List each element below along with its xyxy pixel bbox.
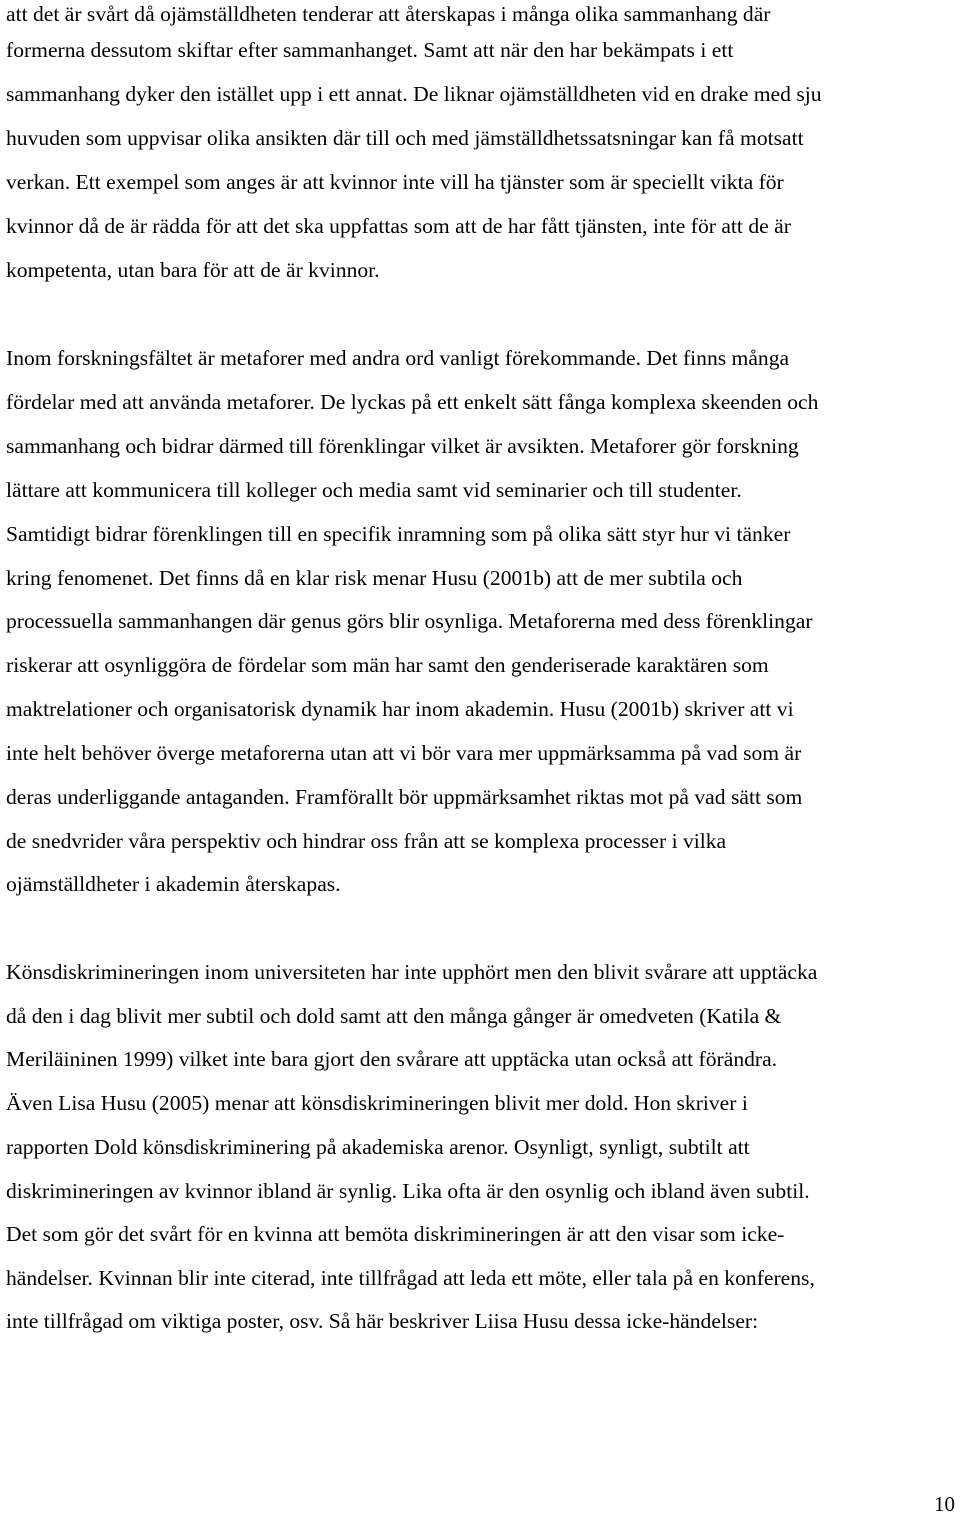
text-line: lättare att kommunicera till kolleger och media samt vid seminarier och till studenter. bbox=[6, 478, 742, 502]
text-line: inte helt behöver överge metaforerna utan att vi bör vara mer uppmärksamma på vad som är bbox=[6, 741, 802, 765]
text-line: maktrelationer och organisatorisk dynamik har inom akademin. Husu (2001b) skriver att vi bbox=[6, 697, 794, 721]
text-line: verkan. Ett exempel som anges är att kvinnor inte vill ha tjänster som är speciellt vikta för bbox=[6, 170, 784, 194]
text-line: Könsdiskrimineringen inom universiteten har inte upphört men den blivit svårare att upptäcka bbox=[6, 960, 818, 984]
text-line: formerna dessutom skiftar efter sammanhanget. Samt att när den har bekämpats i ett bbox=[6, 38, 734, 62]
text-line: diskrimineringen av kvinnor ibland är synlig. Lika ofta är den osynlig och ibland även subtil. bbox=[6, 1179, 810, 1203]
text-line: kring fenomenet. Det finns då en klar risk menar Husu (2001b) att de mer subtila och bbox=[6, 566, 743, 590]
text-line: inte tillfrågad om viktiga poster, osv. Så här beskriver Liisa Husu dessa icke-händelser: bbox=[6, 1309, 759, 1333]
text-line: sammanhang och bidrar därmed till förenklingar vilket är avsikten. Metaforer gör forskning bbox=[6, 434, 799, 458]
text-line: sammanhang dyker den istället upp i ett annat. De liknar ojämställdheten vid en drake med sju bbox=[6, 82, 822, 106]
text-line: att det är svårt då ojämställdheten tenderar att återskapas i många olika sammanhang där bbox=[6, 2, 771, 26]
text-line: deras underliggande antaganden. Framförallt bör uppmärksamhet riktas mot på vad sätt som bbox=[6, 785, 803, 809]
text-line: Meriläininen 1999) vilket inte bara gjort den svårare att upptäcka utan också att förändra. bbox=[6, 1047, 778, 1071]
text-line: kompetenta, utan bara för att de är kvinnor. bbox=[6, 258, 380, 282]
text-line: huvuden som uppvisar olika ansikten där till och med jämställdhetssatsningar kan få motsatt bbox=[6, 126, 804, 150]
text-line: riskerar att osynliggöra de fördelar som män har samt den genderiserade karaktären som bbox=[6, 653, 769, 677]
text-line: de snedvrider våra perspektiv och hindrar oss från att se komplexa processer i vilka bbox=[6, 829, 727, 853]
text-line: fördelar med att använda metaforer. De lyckas på ett enkelt sätt fånga komplexa skeenden och bbox=[6, 390, 819, 414]
page-number: 10 bbox=[934, 1492, 955, 1516]
text-line: händelser. Kvinnan blir inte citerad, inte tillfrågad att leda ett möte, eller tala på en konferens, bbox=[6, 1266, 815, 1290]
text-line: rapporten Dold könsdiskriminering på akademiska arenor. Osynligt, synligt, subtilt att bbox=[6, 1135, 750, 1159]
text-line: Inom forskningsfältet är metaforer med andra ord vanligt förekommande. Det finns många bbox=[6, 346, 790, 370]
text-line: ojämställdheter i akademin återskapas. bbox=[6, 872, 341, 896]
text-line: Även Lisa Husu (2005) menar att könsdiskrimineringen blivit mer dold. Hon skriver i bbox=[6, 1091, 748, 1115]
text-line: Det som gör det svårt för en kvinna att bemöta diskrimineringen är att den visar som icke- bbox=[6, 1222, 785, 1246]
text-line: Samtidigt bidrar förenklingen till en specifik inramning som på olika sätt styr hur vi tänker bbox=[6, 522, 791, 546]
text-line: kvinnor då de är rädda för att det ska uppfattas som att de har fått tjänsten, inte för att de är bbox=[6, 214, 791, 238]
text-line: då den i dag blivit mer subtil och dold samt att den många gånger är omedveten (Katila & bbox=[6, 1004, 782, 1028]
text-line: processuella sammanhangen där genus görs blir osynliga. Metaforerna med dess förenklingar bbox=[6, 609, 813, 633]
